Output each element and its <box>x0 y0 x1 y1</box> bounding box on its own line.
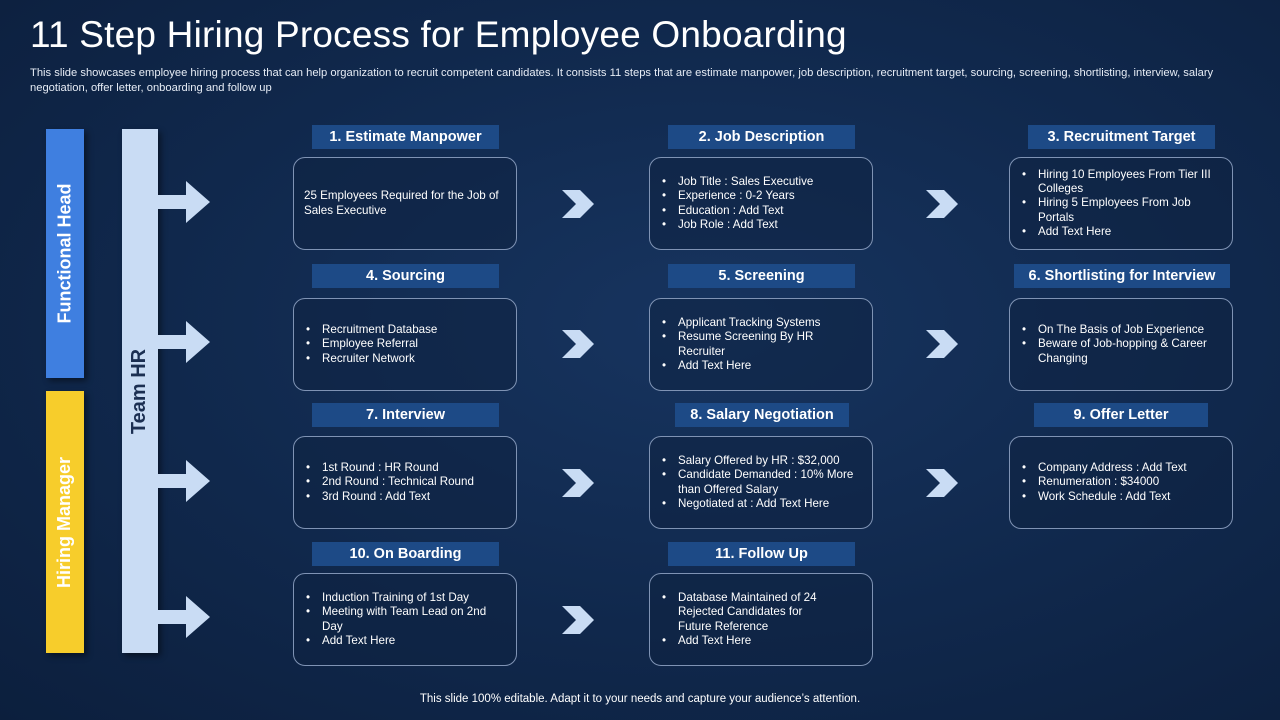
step-4-box <box>293 298 517 391</box>
list-item: • Resume Screening By HR Recruiter <box>678 330 848 358</box>
list-item: • Education : Add Text <box>678 204 813 218</box>
list-item: • Experience : 0-2 Years <box>678 189 813 203</box>
step-9-box <box>1009 436 1233 529</box>
list-item: • Candidate Demanded : 10% More than Offered Salary <box>678 468 864 496</box>
list-item: • Hiring 5 Employees From Job Portals <box>1038 196 1218 224</box>
step-8-box <box>649 436 873 529</box>
step-8-title: 8. Salary Negotiation <box>675 403 849 427</box>
step-7-box <box>293 436 517 529</box>
list-item: • Meeting with Team Lead on 2nd Day <box>322 605 508 633</box>
list-item: • Applicant Tracking Systems <box>678 316 848 330</box>
list-item: • Database Maintained of 24 Rejected Candidates for Future Reference <box>678 591 838 634</box>
list-item: • Add Text Here <box>678 634 838 648</box>
list-item: • Beware of Job-hopping & Career Changing <box>1038 337 1218 365</box>
step-7-title: 7. Interview <box>312 403 499 427</box>
row-4-arrow-icon <box>158 594 212 640</box>
step-9-title: 9. Offer Letter <box>1034 403 1208 427</box>
list-item: • 2nd Round : Technical Round <box>322 475 474 489</box>
step-4-title: 4. Sourcing <box>312 264 499 288</box>
list-item: • Add Text Here <box>678 359 848 373</box>
list-item: • Add Text Here <box>1038 225 1218 239</box>
list-item: • Company Address : Add Text <box>1038 461 1187 475</box>
chevron-right-icon <box>562 606 596 634</box>
list-item: • Hiring 10 Employees From Tier III Colleges <box>1038 168 1218 196</box>
chevron-right-icon <box>926 190 960 218</box>
list-item: • 1st Round : HR Round <box>322 461 474 475</box>
row-3-arrow-icon <box>158 458 212 504</box>
step-1-title: 1. Estimate Manpower <box>312 125 499 149</box>
list-item: • Employee Referral <box>322 337 437 351</box>
step-1-text: 25 Employees Required for the Job of Sales Executive <box>304 189 499 217</box>
step-11-box <box>649 573 873 666</box>
hiring-manager-band <box>46 391 84 653</box>
list-item: • On The Basis of Job Experience <box>1038 323 1218 337</box>
row-1-arrow-icon <box>158 179 212 225</box>
list-item: • Work Schedule : Add Text <box>1038 490 1187 504</box>
chevron-right-icon <box>562 469 596 497</box>
step-11-title: 11. Follow Up <box>668 542 855 566</box>
team-hr-bar <box>122 129 158 653</box>
step-3-title: 3. Recruitment Target <box>1028 125 1215 149</box>
list-item: • Renumeration : $34000 <box>1038 475 1187 489</box>
chevron-right-icon <box>926 330 960 358</box>
list-item: • Induction Training of 1st Day <box>322 591 508 605</box>
functional-head-label: Functional Head <box>54 183 75 324</box>
step-1-box <box>293 157 517 250</box>
team-hr-label: Team HR <box>128 348 151 434</box>
step-10-title: 10. On Boarding <box>312 542 499 566</box>
chevron-right-icon <box>562 190 596 218</box>
hiring-manager-label: Hiring Manager <box>54 456 75 588</box>
step-3-box <box>1009 157 1233 250</box>
list-item: • Salary Offered by HR : $32,000 <box>678 454 864 468</box>
step-10-box <box>293 573 517 666</box>
step-6-title: 6. Shortlisting for Interview <box>1014 264 1230 288</box>
step-6-box <box>1009 298 1233 391</box>
footer-note: This slide 100% editable. Adapt it to your needs and capture your audience’s attention. <box>419 693 861 705</box>
row-2-arrow-icon <box>158 319 212 365</box>
list-item: • Job Role : Add Text <box>678 218 813 232</box>
list-item: • 3rd Round : Add Text <box>322 490 474 504</box>
step-5-box <box>649 298 873 391</box>
chevron-right-icon <box>926 469 960 497</box>
step-5-title: 5. Screening <box>668 264 855 288</box>
step-2-title: 2. Job Description <box>668 125 855 149</box>
chevron-right-icon <box>562 330 596 358</box>
slide-subtitle: This slide showcases employee hiring process that can help organization to recruit competent candidates. It consists 11 steps that are estimate manpower, job description, recruitment target, sourcing, screening, shortlisting, interview, salary negotiation, offer letter, onboarding and follow up <box>30 67 1214 94</box>
list-item: • Recruitment Database <box>322 323 437 337</box>
slide-title: 11 Step Hiring Process for Employee Onboarding <box>30 14 847 55</box>
list-item: • Negotiated at : Add Text Here <box>678 497 864 511</box>
list-item: • Job Title : Sales Executive <box>678 175 813 189</box>
functional-head-band <box>46 129 84 378</box>
list-item: • Add Text Here <box>322 634 508 648</box>
list-item: • Recruiter Network <box>322 352 437 366</box>
step-2-box <box>649 157 873 250</box>
